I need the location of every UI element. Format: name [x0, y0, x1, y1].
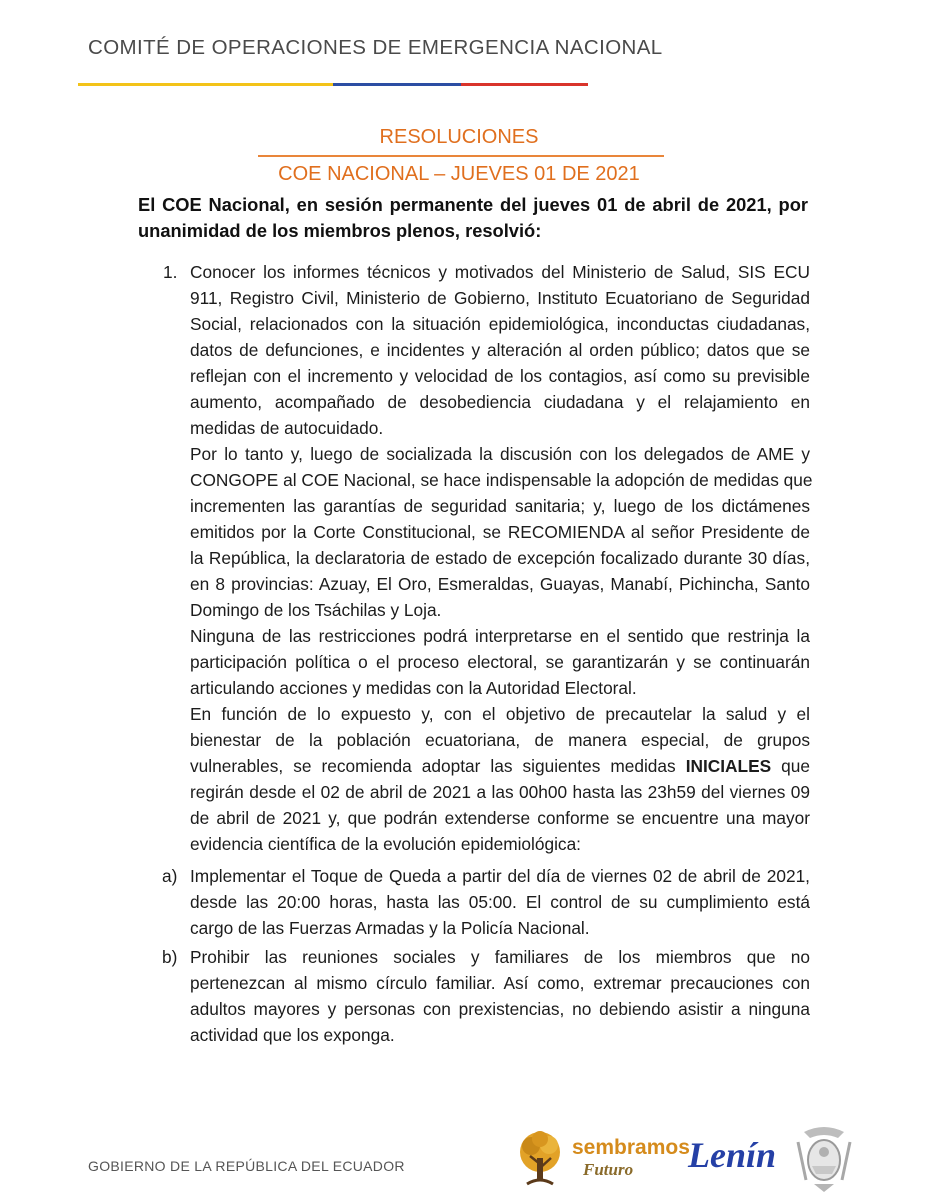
text-line: regirán desde el 02 de abril de 2021 a las 00h00 hasta las 23h59 del viernes 09 [190, 782, 810, 802]
text-line: en 8 provincias: Azuay, El Oro, Esmeraldas, Guayas, Manabí, Pichincha, Santo [190, 574, 810, 594]
text-line: incrementen las garantías de seguridad sanitaria; y, luego de los dictámenes [190, 496, 810, 516]
section-title-resoluciones: RESOLUCIONES [379, 126, 539, 148]
text-line: 911, Registro Civil, Ministerio de Gobierno, Instituto Ecuatoriano de Seguridad [190, 288, 810, 308]
coat-of-arms-icon [792, 1122, 856, 1194]
text-line: emitidos por la Corte Constitucional, se RECOMIENDA al señor Presidente de [190, 522, 810, 542]
text-line: medidas de autocuidado. [190, 418, 384, 438]
flag-blue-stripe [333, 83, 461, 86]
footer-government-name: GOBIERNO DE LA REPÚBLICA DEL ECUADOR [88, 1158, 405, 1174]
text-line: Prohibir las reuniones sociales y familiares de los miembros que no [190, 947, 810, 967]
intro-paragraph [138, 192, 808, 244]
text-segment: que [771, 756, 810, 776]
sembramos-logo-text: sembramos [572, 1136, 690, 1159]
text-line: evidencia científica de la evolución epidemiológica: [190, 834, 581, 854]
text-line-with-emphasis [190, 753, 810, 779]
text-line: reflejan con el incremento y velocidad de los contagios, así como su previsible [190, 366, 810, 386]
text-line: CONGOPE al COE Nacional, se hace indispensable la adopción de medidas que [190, 470, 813, 490]
tree-logo-icon [509, 1128, 571, 1190]
text-line: En función de lo expuesto y, con el objetivo de precautelar la salud y el [190, 704, 810, 724]
flag-yellow-stripe [78, 83, 333, 86]
text-line: Por lo tanto y, luego de socializada la discusión con los delegados de AME y [190, 444, 810, 464]
text-segment: vulnerables, se recomienda adoptar las siguientes medidas [190, 756, 686, 776]
text-line: actividad que los exponga. [190, 1025, 395, 1045]
text-line: Domingo de los Tsáchilas y Loja. [190, 600, 442, 620]
item-b-marker: b) [162, 947, 178, 967]
futuro-logo-text: Futuro [583, 1160, 634, 1179]
text-line: Ninguna de las restricciones podrá interpretarse en el sentido que restrinja la [190, 626, 810, 646]
text-line: de abril de 2021 y, que podrán extenderse conforme se encuentre una mayor [190, 808, 810, 828]
flag-color-bar [78, 83, 588, 86]
text-line: participación política o el proceso electoral, se garantizarán y se continuarán [190, 652, 810, 672]
text-line: desde las 20:00 horas, hasta las 05:00. El control de su cumplimiento está [190, 892, 810, 912]
intro-line: El COE Nacional, en sesión permanente del jueves 01 de abril de 2021, por [138, 194, 808, 215]
section-subtitle: COE NACIONAL – JUEVES 01 DE 2021 [278, 163, 640, 185]
text-line: datos de defunciones, e incidentes y alteración al orden público; datos que se [190, 340, 810, 360]
text-line: bienestar de la población ecuatoriana, de manera especial, de grupos [190, 730, 810, 750]
flag-red-stripe [461, 83, 589, 86]
item-a-marker: a) [162, 866, 178, 886]
text-line: la República, la declaratoria de estado de excepción focalizado durante 30 días, [190, 548, 810, 568]
text-line: cargo de las Fuerzas Armadas y la Policía Nacional. [190, 918, 590, 938]
text-line: pertenezcan al mismo círculo familiar. Así como, extremar precauciones con [190, 973, 810, 993]
section-divider [258, 155, 664, 157]
item-1-paragraph-1 [190, 259, 813, 857]
intro-line: unanimidad de los miembros plenos, resolvió: [138, 220, 542, 241]
text-line: adultos mayores y personas con prexistencias, no debiendo asistir a ninguna [190, 999, 810, 1019]
text-line: articulando acciones y medidas con la Autoridad Electoral. [190, 678, 637, 698]
text-line: Implementar el Toque de Queda a partir del día de viernes 02 de abril de 2021, [190, 866, 810, 886]
text-line: Conocer los informes técnicos y motivados del Ministerio de Salud, SIS ECU [190, 262, 810, 282]
header-title: COMITÉ DE OPERACIONES DE EMERGENCIA NACIONAL [88, 36, 663, 59]
item-b-paragraph [190, 944, 810, 1048]
emphasis-iniciales: INICIALES [685, 756, 772, 776]
item-1-marker: 1. [163, 262, 178, 282]
item-a-paragraph [190, 863, 810, 941]
lenin-signature-logo: Lenín [688, 1135, 777, 1175]
text-line: aumento, acompañado de desobediencia ciudadana y el relajamiento en [190, 392, 810, 412]
text-line: Social, relacionados con la situación epidemiológica, inconductas ciudadanas, [190, 314, 810, 334]
